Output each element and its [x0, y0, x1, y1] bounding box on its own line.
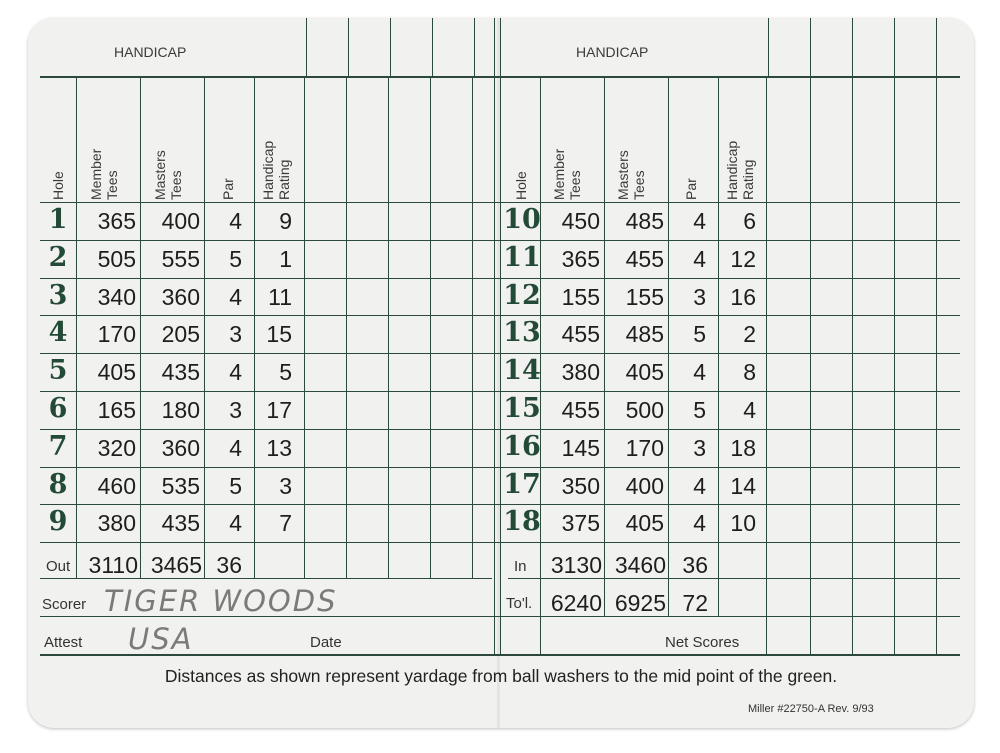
back-hole-15-par: 5 [693, 397, 706, 423]
front-hole-8-par: 5 [229, 472, 242, 499]
back-hole-13-masters-tees: 485 [625, 321, 664, 348]
front-hole-5-par: 4 [229, 359, 242, 386]
back-hole-10-handicap-rating: 6 [743, 208, 756, 234]
header-member-right: Member Tees [551, 148, 583, 200]
back-hole-18-member-tees: 375 [561, 510, 600, 537]
front-hole-9-handicap-rating: 7 [279, 510, 292, 537]
back-hole-14-masters-tees: 405 [625, 359, 664, 386]
front-hole-2-member-tees: 505 [97, 245, 136, 272]
front-hole-8-masters-tees: 535 [161, 472, 200, 499]
front-hole-7-par: 4 [229, 434, 242, 461]
front-hole-1-member-tees: 365 [97, 208, 136, 234]
front-hole-5-handicap-rating: 5 [279, 359, 292, 386]
date-label: Date [310, 634, 342, 651]
handicap-label-right: HANDICAP [576, 44, 649, 60]
back-hole-13-handicap-rating: 2 [743, 321, 756, 348]
out-masters-total: 3465 [150, 552, 202, 578]
back-hole-11-par: 4 [693, 245, 706, 272]
attest-handwriting: USA [128, 622, 194, 656]
header-masters-left: Masters Tees [152, 150, 184, 200]
front-hole-3-handicap-rating: 11 [268, 283, 292, 310]
front-hole-9-par: 4 [229, 510, 242, 537]
front-hole-4-masters-tees: 205 [161, 321, 200, 348]
front-hole-2-masters-tees: 555 [161, 245, 200, 272]
back-hole-11-masters-tees: 455 [625, 245, 664, 272]
front-hole-1-handicap-rating: 9 [279, 208, 292, 234]
total-par: 72 [682, 590, 708, 616]
total-member: 6240 [550, 590, 602, 616]
back-hole-17-member-tees: 350 [561, 472, 600, 499]
back-hole-15-masters-tees: 500 [625, 397, 664, 423]
front-hole-3-member-tees: 340 [97, 283, 136, 310]
back-hole-10-par: 4 [693, 208, 706, 234]
back-hole-16-masters-tees: 170 [625, 434, 664, 461]
back-hole-16-number: 16 [503, 430, 541, 462]
front-hole-6-handicap-rating: 17 [266, 397, 292, 423]
front-hole-1-masters-tees: 400 [161, 208, 200, 234]
in-member-total: 3130 [550, 552, 602, 578]
back-hole-12-par: 3 [693, 283, 706, 310]
front-hole-9-number: 9 [48, 506, 68, 538]
total-masters: 6925 [614, 590, 666, 616]
back-hole-13-member-tees: 455 [561, 321, 600, 348]
back-hole-10-masters-tees: 485 [625, 208, 664, 234]
header-rating-left: Handicap Rating [260, 140, 292, 200]
net-scores-label: Net Scores [665, 634, 740, 651]
back-hole-18-number: 18 [503, 506, 541, 538]
back-hole-12-number: 12 [503, 279, 541, 311]
front-hole-1-number: 1 [48, 204, 68, 235]
front-hole-9-masters-tees: 435 [161, 510, 200, 537]
front-hole-9-member-tees: 380 [97, 510, 136, 537]
front-hole-6-member-tees: 165 [97, 397, 136, 423]
front-hole-6-masters-tees: 180 [161, 397, 200, 423]
front-hole-7-masters-tees: 360 [161, 434, 200, 461]
back-hole-10-number: 10 [503, 204, 541, 235]
back-hole-18-par: 4 [693, 510, 706, 537]
front-hole-5-number: 5 [48, 355, 68, 387]
front-hole-1-par: 4 [229, 208, 242, 234]
front-hole-8-handicap-rating: 3 [279, 472, 292, 499]
out-label: Out [46, 558, 71, 575]
back-hole-17-number: 17 [503, 468, 541, 500]
back-hole-12-masters-tees: 155 [625, 283, 664, 310]
scorecard [28, 18, 974, 728]
header-hole-left: Hole [50, 171, 66, 200]
print-code: Miller #22750-A Rev. 9/93 [748, 703, 874, 715]
back-hole-12-handicap-rating: 16 [730, 283, 756, 310]
header-par-right: Par [683, 178, 699, 200]
back-hole-13-par: 5 [693, 321, 706, 348]
back-hole-13-number: 13 [503, 317, 541, 349]
header-member-left: Member Tees [88, 148, 120, 200]
in-par-total: 36 [682, 552, 708, 578]
out-member-total: 3110 [88, 552, 138, 578]
back-hole-11-handicap-rating: 12 [730, 245, 756, 272]
back-hole-16-par: 3 [693, 434, 706, 461]
back-hole-16-handicap-rating: 18 [730, 434, 756, 461]
front-hole-4-handicap-rating: 15 [266, 321, 292, 348]
back-hole-14-handicap-rating: 8 [743, 359, 756, 386]
back-hole-15-member-tees: 455 [561, 397, 600, 423]
front-hole-4-member-tees: 170 [97, 321, 136, 348]
back-hole-15-number: 15 [503, 393, 541, 424]
back-hole-11-member-tees: 365 [561, 245, 600, 272]
front-hole-6-number: 6 [48, 393, 68, 424]
footnote: Distances as shown represent yardage from ball washers to the mid point of the green. [164, 666, 838, 686]
header-hole-right: Hole [513, 171, 529, 200]
attest-label: Attest [44, 634, 83, 651]
back-hole-12-member-tees: 155 [561, 283, 600, 310]
out-par-total: 36 [216, 552, 242, 578]
back-hole-14-par: 4 [693, 359, 706, 386]
back-hole-18-masters-tees: 405 [625, 510, 664, 537]
front-hole-2-number: 2 [48, 241, 68, 273]
back-hole-17-masters-tees: 400 [625, 472, 664, 499]
front-hole-4-number: 4 [48, 317, 68, 349]
front-hole-4-par: 3 [229, 321, 242, 348]
header-masters-right: Masters Tees [615, 150, 647, 200]
back-hole-17-par: 4 [693, 472, 706, 499]
total-label: To'l. [506, 595, 533, 612]
front-hole-2-handicap-rating: 1 [279, 245, 292, 272]
in-label: In [514, 558, 527, 575]
front-hole-7-member-tees: 320 [97, 434, 136, 461]
back-hole-11-number: 11 [503, 241, 541, 273]
back-hole-10-member-tees: 450 [561, 208, 600, 234]
back-hole-17-handicap-rating: 14 [730, 472, 756, 499]
back-hole-15-handicap-rating: 4 [743, 397, 756, 423]
back-hole-16-member-tees: 145 [561, 434, 600, 461]
handicap-label-left: HANDICAP [114, 44, 187, 60]
front-hole-3-number: 3 [48, 279, 68, 311]
in-masters-total: 3460 [614, 552, 666, 578]
front-hole-6-par: 3 [229, 397, 242, 423]
front-hole-8-number: 8 [48, 468, 68, 500]
front-hole-7-number: 7 [48, 430, 68, 462]
back-hole-18-handicap-rating: 10 [730, 510, 756, 537]
scorer-label: Scorer [42, 596, 87, 613]
back-hole-14-member-tees: 380 [561, 359, 600, 386]
back-hole-14-number: 14 [503, 355, 541, 387]
front-hole-7-handicap-rating: 13 [266, 434, 292, 461]
header-rating-right: Handicap Rating [724, 140, 756, 200]
front-hole-2-par: 5 [229, 245, 242, 272]
scorer-handwriting: TIGER WOODS [104, 584, 338, 618]
front-hole-8-member-tees: 460 [97, 472, 136, 499]
front-hole-5-masters-tees: 435 [161, 359, 200, 386]
front-hole-5-member-tees: 405 [97, 359, 136, 386]
header-par-left: Par [220, 178, 236, 200]
front-hole-3-par: 4 [229, 283, 242, 310]
front-hole-3-masters-tees: 360 [161, 283, 200, 310]
